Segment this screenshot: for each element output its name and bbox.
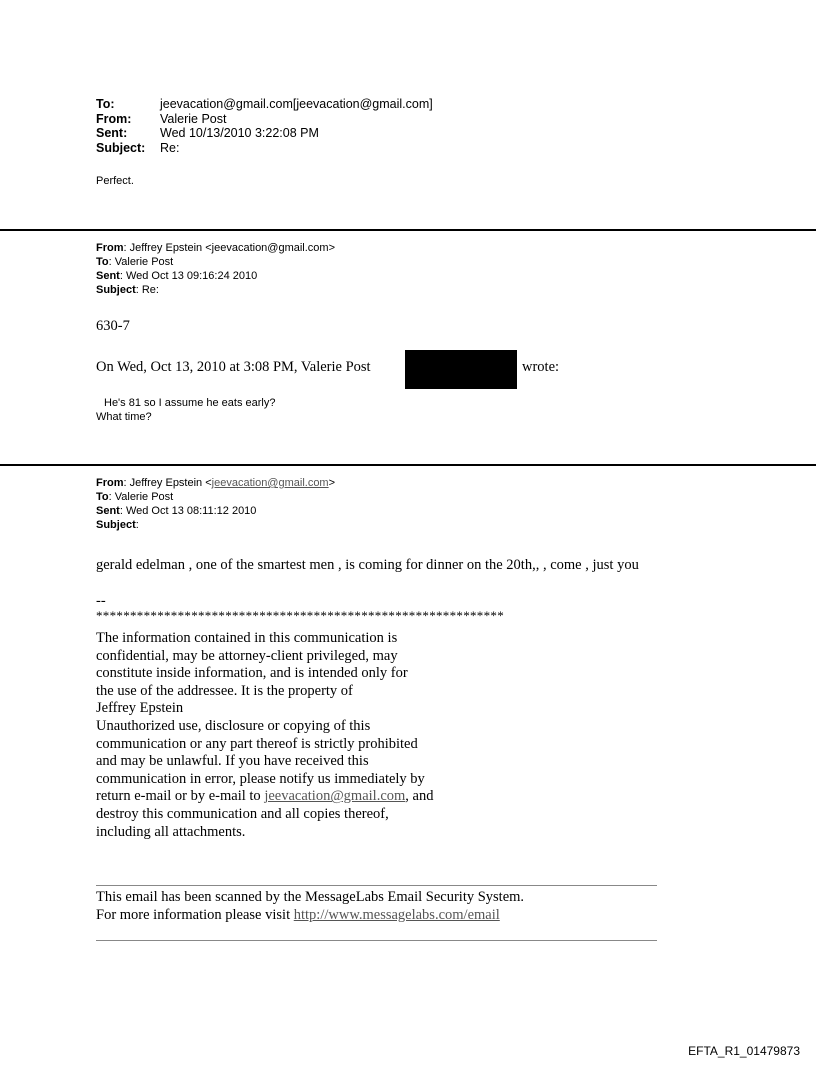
sent-row — [96, 126, 433, 141]
message3-from-email-link[interactable]: jeevacation@gmail.com — [211, 477, 329, 489]
disclaimer-line: and may be unlawful. If you have received this — [96, 753, 369, 770]
disclaimer-line: return e-mail or by e-mail to jeevacation@gmail.com, and — [96, 788, 434, 805]
scan-notice-top-rule — [96, 885, 657, 886]
message3-body: gerald edelman , one of the smartest men , is coming for dinner on the 20th,, , come , just you — [96, 557, 639, 573]
message2-header — [96, 241, 335, 297]
redaction-box — [405, 350, 517, 389]
message3-from: From: Jeffrey Epstein <jeevacation@gmail.com> — [96, 477, 336, 489]
subject-label: Subject: — [96, 140, 146, 155]
message2-to: To: Valerie Post — [96, 256, 174, 268]
scan-notice-bottom-rule — [96, 940, 657, 941]
disclaimer-line: communication in error, please notify us immediately by — [96, 770, 425, 787]
message2-quote-wrote: wrote: — [522, 359, 560, 375]
message3-to: To: Valerie Post — [96, 491, 174, 503]
to-value: jeevacation@gmail.com[jeevacation@gmail.com] — [160, 97, 433, 111]
message2-quote-intro: On Wed, Oct 13, 2010 at 3:08 PM, Valerie Post — [96, 359, 371, 375]
from-value: Valerie Post — [160, 111, 227, 126]
divider-1 — [0, 229, 816, 231]
scan-notice-line2: For more information please visit http://www.messagelabs.com/email — [96, 907, 500, 923]
sent-value: Wed 10/13/2010 3:22:08 PM — [160, 126, 319, 140]
confidentiality-disclaimer — [96, 630, 433, 841]
message2-subject: Subject: Re: — [96, 284, 159, 296]
from-row — [96, 112, 433, 127]
messagelabs-link[interactable]: http://www.messagelabs.com/email — [293, 907, 500, 923]
disclaimer-email-link[interactable]: jeevacation@gmail.com — [264, 788, 406, 805]
disclaimer-line: The information contained in this communication is — [96, 630, 398, 646]
disclaimer-line: confidential, may be attorney-client privileged, may — [96, 647, 398, 664]
disclaimer-line: including all attachments. — [96, 823, 246, 840]
disclaimer-line: communication or any part thereof is strictly prohibited — [96, 735, 418, 752]
top-body-text: Perfect. — [96, 175, 134, 187]
sent-label: Sent: — [96, 126, 128, 140]
to-row — [96, 97, 433, 112]
disclaimer-line: Unauthorized use, disclosure or copying of this — [96, 717, 371, 734]
signature-stars: ************************************************************ — [96, 608, 504, 623]
disclaimer-line: the use of the addressee. It is the property of — [96, 682, 353, 699]
disclaimer-line: destroy this communication and all copies thereof, — [96, 805, 389, 822]
subject-value: Re: — [160, 140, 180, 155]
to-label: To: — [96, 97, 115, 111]
scan-notice-line1: This email has been scanned by the MessageLabs Email Security System. — [96, 889, 525, 905]
document-id: EFTA_R1_01479873 — [688, 1044, 800, 1058]
subject-row — [96, 141, 433, 156]
message2-body: 630-7 — [96, 318, 130, 334]
from-label: From: — [96, 111, 132, 126]
message2-sent: Sent: Wed Oct 13 09:16:24 2010 — [96, 270, 258, 282]
message3-subject: Subject: — [96, 519, 139, 531]
disclaimer-line: Jeffrey Epstein — [96, 700, 184, 717]
message2-quote-line1: He's 81 so I assume he eats early? — [104, 397, 276, 409]
top-email-header — [96, 97, 433, 155]
message2-from: From: Jeffrey Epstein <jeevacation@gmail.com> — [96, 242, 336, 254]
message2-quote-line2: What time? — [96, 411, 152, 423]
divider-2 — [0, 464, 816, 466]
message3-header — [96, 476, 335, 532]
disclaimer-line: constitute inside information, and is intended only for — [96, 665, 408, 682]
message3-sent: Sent: Wed Oct 13 08:11:12 2010 — [96, 505, 257, 517]
signature-dash: -- — [96, 593, 106, 609]
